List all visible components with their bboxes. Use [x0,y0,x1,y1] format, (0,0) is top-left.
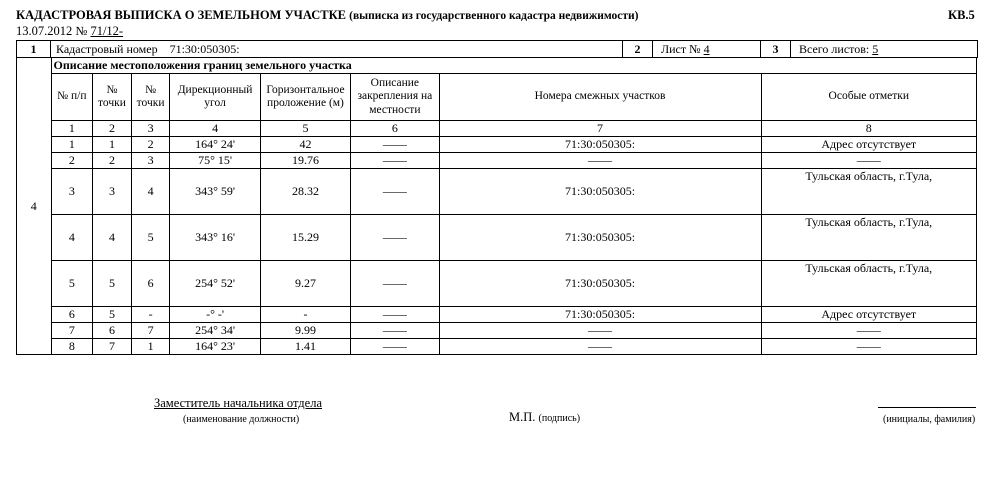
from-point: 5 [93,307,132,323]
sheet-cell [653,41,761,58]
horizontal-length: - [260,307,350,323]
to-point: 7 [131,323,170,339]
fixing-description: —— [351,153,439,169]
from-point: 4 [93,215,132,261]
date-line [16,24,123,39]
adjacent-parcel: —— [439,153,761,169]
direction-angle: 343° 16' [170,215,260,261]
special-note: Адрес отсутствует [761,307,976,323]
to-point: 4 [131,169,170,215]
column-number-row [17,121,977,137]
column-header-direction: Дирекционный угол [170,74,260,121]
document-title-text: КАДАСТРОВАЯ ВЫПИСКА О ЗЕМЕЛЬНОМ УЧАСТКЕ [16,8,346,22]
horizontal-length: 19.76 [260,153,350,169]
row-number: 2 [51,153,93,169]
special-note: Адрес отсутствует [761,137,976,153]
column-header-n-pp: № п/п [51,74,93,121]
table-row [17,261,977,307]
table-row [17,307,977,323]
direction-angle: 343° 59' [170,169,260,215]
to-point: 2 [131,137,170,153]
direction-angle: 75° 15' [170,153,260,169]
row-number: 6 [51,307,93,323]
column-header-horizontal: Горизонтальное проложение (м) [260,74,350,121]
adjacent-parcel: —— [439,339,761,355]
fixing-description: —— [351,323,439,339]
column-number: 8 [761,121,976,137]
total-sheets-cell [791,41,978,58]
special-note: Тульская область, г.Тула, [761,169,976,215]
from-point: 3 [93,169,132,215]
position-caption: (наименование должности) [183,414,300,425]
column-number: 3 [131,121,170,137]
column-number: 1 [51,121,93,137]
table-row [17,323,977,339]
document-number-label: № [75,24,88,38]
horizontal-length: 15.29 [260,215,350,261]
adjacent-parcel: 71:30:050305: [439,307,761,323]
total-sheets-label: Всего листов: [799,41,870,56]
info-num-2: 2 [623,41,653,58]
special-note: Тульская область, г.Тула, [761,261,976,307]
adjacent-parcel: —— [439,323,761,339]
section-title-row [17,58,977,74]
to-point: 3 [131,153,170,169]
adjacent-parcel: 71:30:050305: [439,137,761,153]
sheet-label: Лист № [661,41,701,56]
column-header-fixing: Описание закрепления на местности [351,74,439,121]
position-title: Заместитель начальника отдела [154,396,322,410]
info-num-3: 3 [761,41,791,58]
table-row [17,153,977,169]
table-row [17,215,977,261]
document-number: 71/12- [90,24,124,38]
direction-angle: 164° 24' [170,137,260,153]
to-point: 5 [131,215,170,261]
cadastral-number-cell [51,41,623,58]
special-note: Тульская область, г.Тула, [761,215,976,261]
row-number: 8 [51,339,93,355]
info-row-table [16,40,978,58]
total-sheets-value: 5 [872,41,879,56]
row-number: 4 [51,215,93,261]
from-point: 1 [93,137,132,153]
column-header-to-point: № точки [131,74,170,121]
row-number: 5 [51,261,93,307]
to-point: - [131,307,170,323]
direction-angle: 254° 34' [170,323,260,339]
fixing-description: —— [351,339,439,355]
row-number: 1 [51,137,93,153]
column-header-row [17,74,977,121]
horizontal-length: 9.27 [260,261,350,307]
fixing-description: —— [351,307,439,323]
horizontal-length: 28.32 [260,169,350,215]
special-note: —— [761,323,976,339]
stamp-signature [509,410,580,425]
row-number: 7 [51,323,93,339]
section-title: Описание местоположения границ земельного участка [51,58,976,74]
direction-angle: 164° 23' [170,339,260,355]
column-number: 6 [351,121,439,137]
special-note: —— [761,339,976,355]
sheet-value: 4 [703,41,710,56]
fixing-description: —— [351,169,439,215]
column-number: 2 [93,121,132,137]
column-header-adjacent: Номера смежных участков [439,74,761,121]
to-point: 6 [131,261,170,307]
form-code: КВ.5 [948,8,975,22]
column-number: 5 [260,121,350,137]
cadastral-number-value: 71:30:050305: [169,41,240,56]
boundary-table [16,57,977,355]
info-num-1: 1 [17,41,51,58]
document-subtitle: (выписка из государственного кадастра недвижимости) [349,10,639,22]
info-row [17,41,978,58]
adjacent-parcel: 71:30:050305: [439,169,761,215]
table-row [17,339,977,355]
horizontal-length: 1.41 [260,339,350,355]
name-line [878,407,976,408]
column-number: 4 [170,121,260,137]
from-point: 7 [93,339,132,355]
direction-angle: -° -' [170,307,260,323]
horizontal-length: 42 [260,137,350,153]
special-note: —— [761,153,976,169]
adjacent-parcel: 71:30:050305: [439,215,761,261]
cadastral-number-label: Кадастровый номер [56,41,158,56]
to-point: 1 [131,339,170,355]
column-header-from-point: № точки [93,74,132,121]
stamp-label: М.П. [509,410,536,424]
row-number: 3 [51,169,93,215]
adjacent-parcel: 71:30:050305: [439,261,761,307]
horizontal-length: 9.99 [260,323,350,339]
from-point: 2 [93,153,132,169]
document-date: 13.07.2012 [16,24,73,38]
fixing-description: —— [351,137,439,153]
document-title [16,8,638,23]
direction-angle: 254° 52' [170,261,260,307]
name-caption: (инициалы, фамилия) [883,414,976,425]
fixing-description: —— [351,215,439,261]
column-number: 7 [439,121,761,137]
section-number: 4 [17,58,52,355]
from-point: 5 [93,261,132,307]
from-point: 6 [93,323,132,339]
signature-caption: (подпись) [538,413,581,424]
table-row [17,137,977,153]
fixing-description: —— [351,261,439,307]
table-row [17,169,977,215]
column-header-notes: Особые отметки [761,74,976,121]
